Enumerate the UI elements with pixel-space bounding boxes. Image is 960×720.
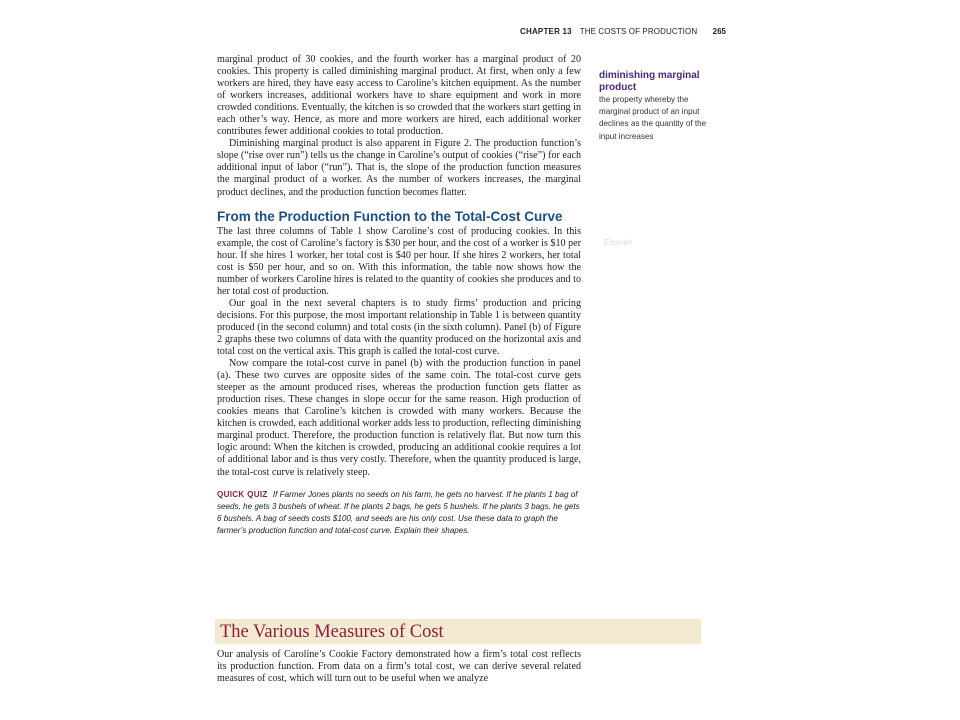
paragraph: Our goal in the next several chapters is to study firms’ production and pricing decisions. For this purpose, the most important relationship in Table 1 is between quantity produced (in the second column) and total costs (in the sixth column). Panel (b) of Figure 2 graphs these two columns of data with the quantity produced on the horizontal axis and total cost on the vertical axis. This graph is called the total-cost curve. — [217, 297, 581, 358]
paragraph: Our analysis of Caroline’s Cookie Factory demonstrated how a firm’s total cost reflects its production function. From data on a firm’s total cost, we can derive several related measures of cost, which will turn out to be useful when we analyze — [217, 649, 581, 685]
paragraph: The last three columns of Table 1 show Caroline’s cost of producing cookies. In this example, the cost of Caroline’s factory is $30 per hour, and the cost of a worker is $10 per hour. If she hires 1 worker, her total cost is $40 per hour. If she hires 2 workers, her total cost is $50 per hour, and so on. With this information, the table now shows how the number of workers Caroline hires is related to the quantity of cookies she produces and to her total cost of production. — [217, 225, 581, 297]
paragraph: Diminishing marginal product is also apparent in Figure 2. The production function’s slope (“rise over run”) tells us the change in Caroline’s output of cookies (“rise”) for each additional input of labor (“run”). That is, the slope of the production function measures the marginal product of a worker. As the number of workers increases, the marginal product declines, and the production function becomes flatter. — [217, 138, 581, 198]
page-number: 265 — [712, 27, 726, 36]
bottom-text-column — [217, 649, 581, 685]
definition-text: the property whereby the marginal product of an input declines as the quantity of the input increases — [599, 95, 707, 141]
section-title: The Various Measures of Cost — [220, 622, 444, 642]
quick-quiz-label: QUICK QUIZ — [217, 489, 268, 499]
running-header — [520, 27, 726, 41]
chapter-title: THE COSTS OF PRODUCTION — [579, 27, 698, 36]
paragraph: Now compare the total-cost curve in panel (b) with the production function in panel (a). These two curves are opposite sides of the same coin. The total-cost curve gets steeper as the amount produced rises, whereas the production function gets flatter as production rises. These changes in slope occur for the same reason. High production of cookies means that Caroline’s kitchen is crowded with many workers. Because the kitchen is crowded, each additional worker adds less to production, reflecting diminishing marginal product. Therefore, the production function is relatively flat. But now turn this logic around: When the kitchen is crowded, producing an additional cookie requires a lot of additional labor and is thus very costly. Therefore, when the quantity produced is large, the total-cost curve is relatively steep. — [217, 358, 581, 478]
paragraph: marginal product of 30 cookies, and the fourth worker has a marginal product of 20 cookies. This property is called diminishing marginal product. At first, when only a few workers are hired, they have easy access to Caroline’s kitchen equipment. As the number of workers increases, additional workers have to share equipment and work in more crowded conditions. Eventually, the kitchen is so crowded that the workers start getting in each other’s way. Hence, as more and more workers are hired, each additional worker contributes fewer additional cookies to total production. — [217, 54, 581, 138]
main-text-column — [217, 54, 581, 537]
chapter-number: CHAPTER 13 — [520, 27, 572, 36]
quick-quiz — [217, 489, 581, 538]
section-title-band — [215, 619, 701, 644]
watermark: Elsevier — [604, 238, 633, 247]
quick-quiz-text: If Farmer Jones plants no seeds on his farm, he gets no harvest. If he plants 1 bag of seeds, he gets 3 bushels of wheat. If he plants 2 bags, he gets 5 bushels. If he plants 3 bags, he gets 6 bushels. A bag of seeds costs $100, and seeds are his only cost. Use these data to graph the farmer’s production function and total-cost curve. Explain their shapes. — [217, 489, 580, 536]
section-heading: From the Production Function to the Total-Cost Curve — [217, 208, 563, 224]
margin-definition — [599, 70, 709, 143]
definition-term: diminishing marginal product — [599, 70, 700, 93]
